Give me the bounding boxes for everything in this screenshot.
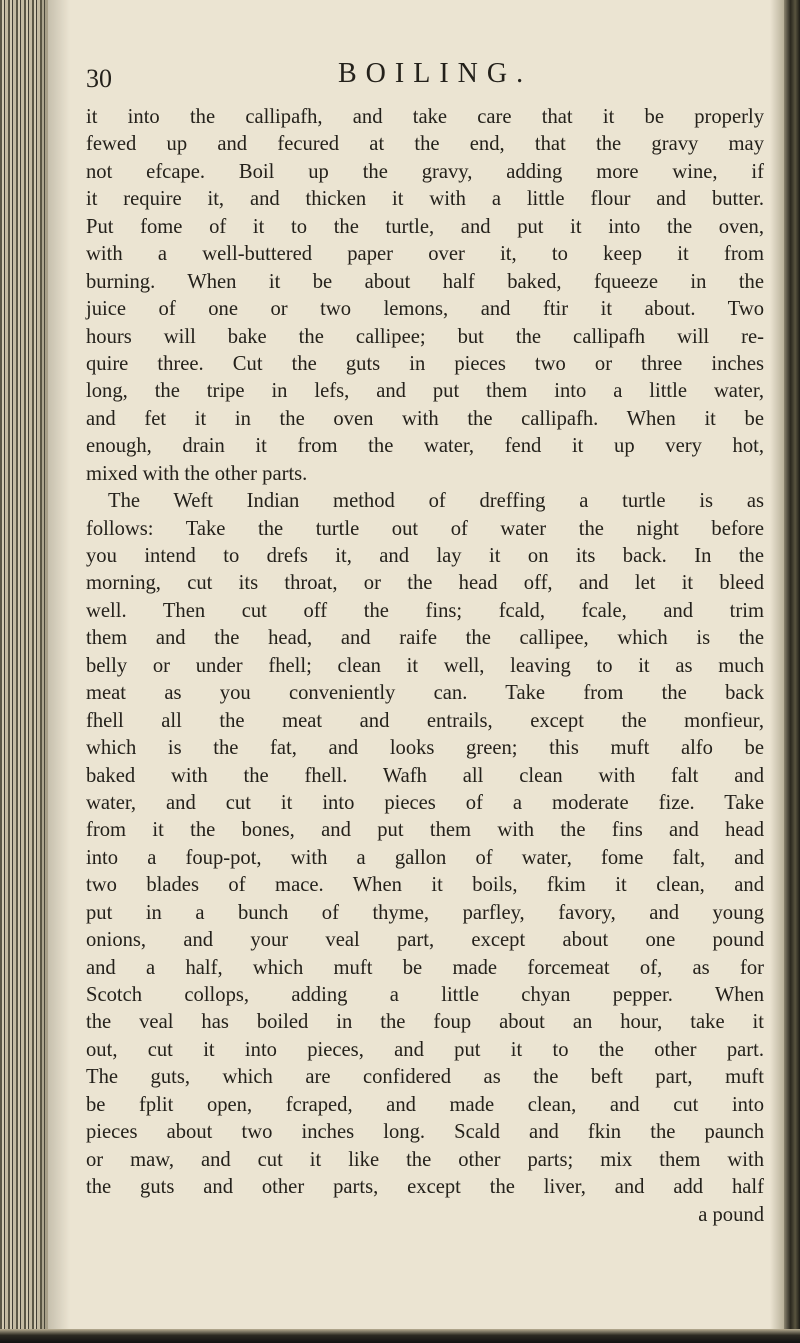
text-line: juice of one or two lemons, and ftir it about. Two	[86, 298, 764, 321]
text-line: not efcape. Boil up the gravy, adding more wine, if	[86, 160, 764, 183]
text-line: it into the callipafh, and take care that it be properly	[86, 106, 764, 128]
text-line: well. Then cut off the fins; fcald, fcale, and trim	[86, 599, 764, 622]
text-line: two blades of mace. When it boils, fkim it clean, and	[86, 874, 764, 897]
text-line: which is the fat, and looks green; this muft alfo be	[86, 737, 764, 760]
text-line: be fplit open, fcraped, and made clean, and cut into	[86, 1093, 764, 1116]
text-line: with a well-buttered paper over it, to keep it from	[86, 243, 764, 266]
text-line: the guts and other parts, except the liver, and add half	[86, 1176, 764, 1199]
text-line: morning, cut its throat, or the head off, and let it bleed	[86, 572, 764, 595]
text-line: The Weft Indian method of dreffing a turtle is as	[108, 490, 764, 513]
text-line: quire three. Cut the guts in pieces two or three inches	[86, 352, 764, 375]
body-text	[86, 104, 764, 1229]
text-line: from it the bones, and put them with the fins and head	[86, 819, 764, 842]
text-line: and fet it in the oven with the callipafh. When it be	[86, 407, 764, 430]
text-line: it require it, and thicken it with a little flour and butter.	[86, 188, 764, 211]
text-line: belly or under fhell; clean it well, leaving to it as much	[86, 654, 764, 677]
text-line: or maw, and cut it like the other parts; mix them with	[86, 1148, 764, 1171]
page-edge-bottom	[0, 1329, 800, 1343]
text-line: them and the head, and raife the callipee, which is the	[86, 627, 764, 650]
text-line: follows: Take the turtle out of water the night before	[86, 517, 764, 540]
text-line: meat as you conveniently can. Take from the back	[86, 682, 764, 705]
text-line: hours will bake the callipee; but the callipafh will re-	[86, 325, 764, 348]
text-line: water, and cut it into pieces of a moderate fize. Take	[86, 791, 764, 814]
text-line: put in a bunch of thyme, parfley, favory, and young	[86, 901, 764, 924]
text-line: pieces about two inches long. Scald and fkin the paunch	[86, 1121, 764, 1144]
page-edge-right	[784, 0, 800, 1343]
text-line: fhell all the meat and entrails, except the monfieur,	[86, 709, 764, 732]
text-line: baked with the fhell. Wafh all clean with falt and	[86, 764, 764, 787]
text-line: the veal has boiled in the foup about an hour, take it	[86, 1011, 764, 1034]
text-line: burning. When it be about half baked, fqueeze in the	[86, 270, 764, 293]
text-line: out, cut it into pieces, and put it to the other part.	[86, 1038, 764, 1061]
running-head: BOILING.	[338, 58, 533, 89]
text-line: Scotch collops, adding a little chyan pepper. When	[86, 984, 764, 1006]
text-line: onions, and your veal part, except about one pound	[86, 929, 764, 952]
text-line: fewed up and fecured at the end, that the gravy may	[86, 133, 764, 156]
text-line: Put fome of it to the turtle, and put it into the oven,	[86, 215, 764, 238]
text-line: enough, drain it from the water, fend it up very hot,	[86, 435, 764, 458]
text-line: long, the tripe in lefs, and put them into a little water,	[86, 380, 764, 403]
text-line: mixed with the other parts.	[86, 462, 308, 485]
page-number: 30	[86, 64, 112, 93]
catchword: a pound	[698, 1203, 764, 1226]
page-edge-shadow	[770, 0, 784, 1343]
page-header	[86, 58, 776, 98]
text-line: into a foup-pot, with a gallon of water, fome falt, and	[86, 846, 764, 869]
text-line: The guts, which are confidered as the beft part, muft	[86, 1066, 764, 1089]
gutter-shadow	[40, 0, 70, 1343]
text-line: and a half, which muft be made forcemeat of, as for	[86, 956, 764, 979]
text-line: you intend to drefs it, and lay it on its back. In the	[86, 545, 764, 567]
